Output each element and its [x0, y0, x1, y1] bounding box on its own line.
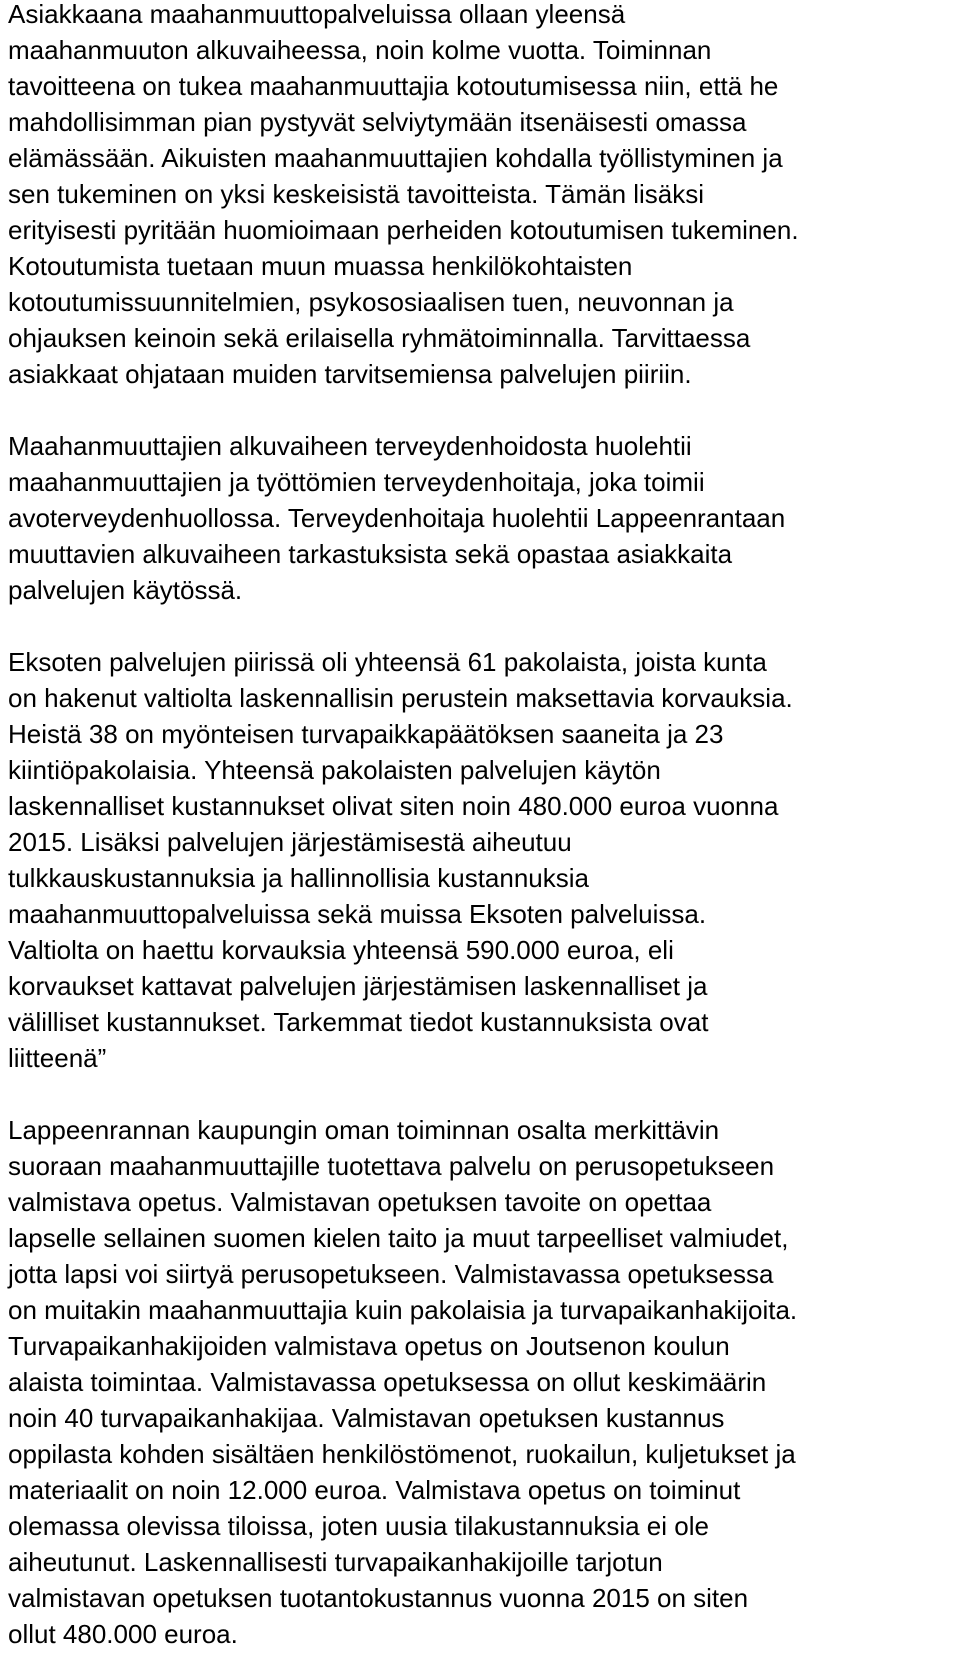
paragraph-immigration-services: Asiakkaana maahanmuuttopalveluissa ollaan yleensä maahanmuuton alkuvaiheessa, noin kolme vuotta. Toiminnan tavoitteena on tukea maahanmuuttajia kotoutumisessa niin, että he mahdollisimman pian pystyvät selviytymään itsenäisesti omassa elämässään. Aikuisten maahanmuuttajien kohdalla työllistyminen ja sen tukeminen on yksi keskeisistä tavoitteista. Tämän lisäksi erityisesti pyritään huomioimaan perheiden kotoutumisen tukeminen. Kotoutumista tuetaan muun muassa henkilökohtaisten kotoutumissuunnitelmien, psykososiaalisen tuen, neuvonnan ja ohjauksen keinoin sekä erilaisella ryhmätoiminnalla. Tarvittaessa asiakkaat ohjataan muiden tarvitsemiensa palvelujen piiriin.: [8, 0, 799, 389]
paragraph-health-care: Maahanmuuttajien alkuvaiheen terveydenhoidosta huolehtii maahanmuuttajien ja työttömien terveydenhoitaja, joka toimii avoterveydenhuollossa. Terveydenhoitaja huolehtii Lappeenrantaan muuttavien alkuvaiheen tarkastuksista sekä opastaa asiakkaita palvelujen käytössä.: [8, 431, 786, 605]
paragraph-refugee-costs: Eksoten palvelujen piirissä oli yhteensä 61 pakolaista, joista kunta on hakenut valtiolta laskennallisin perustein maksettavia korvauksia. Heistä 38 on myönteisen turvapaikkapäätöksen saaneita ja 23 kiintiöpakolaisia. Yhteensä pakolaisten palvelujen käytön laskennalliset kustannukset olivat siten noin 480.000 euroa vuonna 2015. Lisäksi palvelujen järjestämisestä aiheutuu tulkkauskustannuksia ja hallinnollisia kustannuksia maahanmuuttopalveluissa sekä muissa Eksoten palveluissa. Valtiolta on haettu korvauksia yhteensä 590.000 euroa, eli korvaukset kattavat palvelujen järjestämisen laskennalliset ja välilliset kustannukset. Tarkemmat tiedot kustannuksista ovat liitteenä”: [8, 647, 793, 1073]
paragraph-preparatory-education: Lappeenrannan kaupungin oman toiminnan osalta merkittävin suoraan maahanmuuttajille tuotettava palvelu on perusopetukseen valmistava opetus. Valmistavan opetuksen tavoite on opettaa lapselle sellainen suomen kielen taito ja muut tarpeelliset valmiudet, jotta lapsi voi siirtyä perusopetukseen. Valmistavassa opetuksessa on muitakin maahanmuuttajia kuin pakolaisia ja turvapaikanhakijoita. Turvapaikanhakijoiden valmistava opetus on Joutsenon koulun alaista toimintaa. Valmistavassa opetuksessa on ollut keskimäärin noin 40 turvapaikanhakijaa. Valmistavan opetuksen kustannus oppilasta kohden sisältäen henkilöstömenot, ruokailun, kuljetukset ja materiaalit on noin 12.000 euroa. Valmistava opetus on toiminut olemassa olevissa tiloissa, joten uusia tilakustannuksia ei ole aiheutunut. Laskennallisesti turvapaikanhakijoille tarjotun valmistavan opetuksen tuotantokustannus vuonna 2015 on siten ollut 480.000 euroa.: [8, 1115, 798, 1649]
